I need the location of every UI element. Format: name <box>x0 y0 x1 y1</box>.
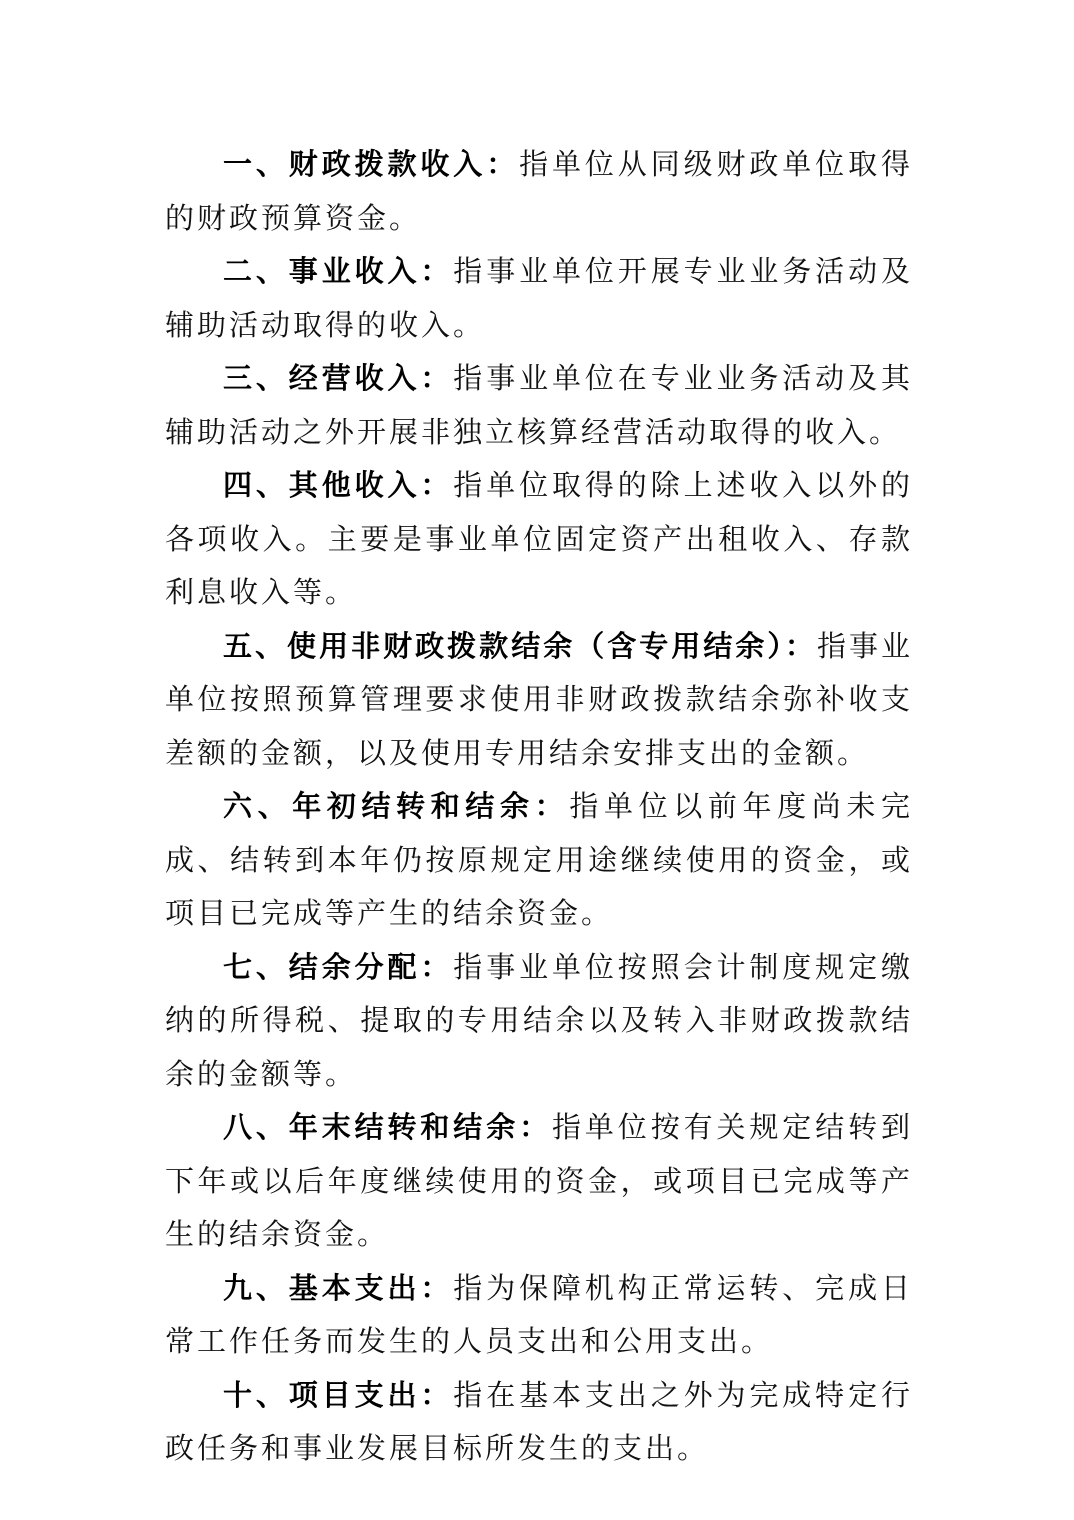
term-definition: 指事业单位开展专业业务活动及辅助活动取得的收入。 <box>165 254 913 342</box>
term-heading: 三、经营收入： <box>223 361 454 395</box>
term-definition: 指单位从同级财政单位取得的财政预算资金。 <box>165 147 913 235</box>
paragraph-fiscal-appropriation-income <box>165 138 913 245</box>
term-heading: 八、年末结转和结余： <box>223 1110 552 1144</box>
term-definition: 指单位取得的除上述收入以外的各项收入。主要是事业单位固定资产出租收入、存款利息收入等。 <box>165 468 913 609</box>
paragraph-basic-expenditure <box>165 1262 913 1369</box>
paragraph-other-income <box>165 459 913 620</box>
term-heading: 六、年初结转和结余： <box>223 789 570 823</box>
term-heading: 四、其他收入： <box>223 468 454 502</box>
paragraph-balance-distribution <box>165 941 913 1102</box>
term-definition: 指事业单位按照会计制度规定缴纳的所得税、提取的专用结余以及转入非财政拨款结余的金额等。 <box>165 949 913 1091</box>
term-definition: 指在基本支出之外为完成特定行政任务和事业发展目标所发生的支出。 <box>165 1377 913 1465</box>
paragraph-operating-income <box>165 352 913 459</box>
paragraph-business-income <box>165 245 913 352</box>
document-body <box>165 138 913 1476</box>
term-definition: 指单位按有关规定结转到下年或以后年度继续使用的资金，或项目已完成等产生的结余资金。 <box>165 1110 913 1251</box>
term-definition: 指事业单位在专业业务活动及其辅助活动之外开展非独立核算经营活动取得的收入。 <box>165 361 913 449</box>
term-heading: 七、结余分配： <box>223 949 454 984</box>
term-heading: 九、基本支出： <box>223 1270 454 1305</box>
term-heading: 二、事业收入： <box>223 254 454 288</box>
paragraph-beginning-carryover <box>165 780 913 941</box>
term-definition: 指事业单位按照预算管理要求使用非财政拨款结余弥补收支差额的金额，以及使用专用结余安排支出的金额。 <box>165 628 913 770</box>
term-heading: 五、使用非财政拨款结余（含专用结余）： <box>223 628 817 663</box>
paragraph-project-expenditure <box>165 1369 913 1476</box>
term-heading: 十、项目支出： <box>223 1377 454 1412</box>
paragraph-year-end-carryover <box>165 1101 913 1262</box>
term-definition: 指单位以前年度尚未完成、结转到本年仍按原规定用途继续使用的资金，或项目已完成等产生的结余资金。 <box>165 789 913 930</box>
paragraph-non-fiscal-balance-use <box>165 620 913 781</box>
term-heading: 一、财政拨款收入： <box>223 147 520 181</box>
term-definition: 指为保障机构正常运转、完成日常工作任务而发生的人员支出和公用支出。 <box>165 1270 913 1358</box>
